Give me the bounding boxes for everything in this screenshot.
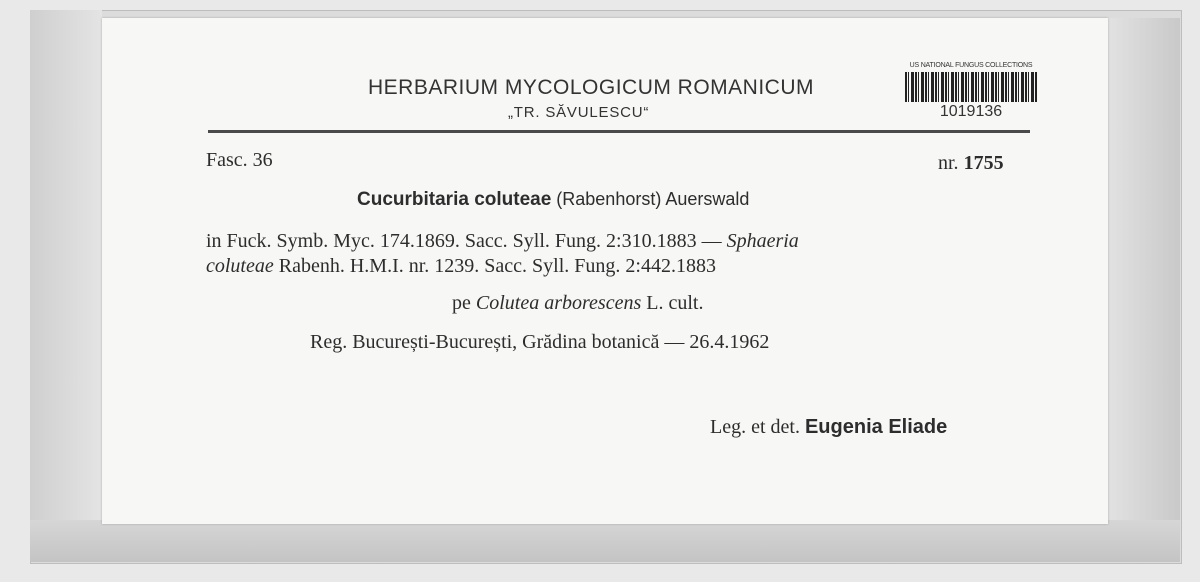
specimen-number-prefix: nr.: [938, 152, 959, 174]
specimen-number-value: 1755: [963, 152, 1004, 174]
envelope-bottom-flap: [30, 520, 1180, 562]
species-authority: (Rabenhorst) Auerswald: [556, 189, 750, 209]
citation-line-1: [206, 230, 799, 253]
species-name: Cucurbitaria coluteae: [357, 189, 552, 210]
collector-prefix: Leg. et det.: [710, 416, 805, 438]
herbarium-title: HERBARIUM MYCOLOGICUM ROMANICUM: [368, 76, 815, 99]
host-species: Colutea arborescens: [475, 292, 642, 314]
barcode-number: 1019136: [939, 103, 1003, 120]
host-prefix: pe: [452, 292, 476, 314]
citation-text-2: Rabenh. H.M.I. nr. 1239. Sacc. Syll. Fung. 2:442.1883: [273, 255, 716, 277]
collector-name: Eugenia Eliade: [804, 416, 948, 438]
collector-line: [710, 416, 947, 439]
specimen-number: [938, 152, 1004, 175]
citation-text-1: in Fuck. Symb. Myc. 174.1869. Sacc. Syll. Fung. 2:310.1883 —: [206, 230, 727, 252]
locality-line: Reg. București-București, Grădina botanică — 26.4.1962: [310, 331, 770, 353]
citation-line-2: [206, 255, 716, 278]
synonym-epithet: coluteae: [206, 255, 274, 277]
fascicle-number: Fasc. 36: [206, 149, 273, 171]
envelope-right-flap: [1108, 18, 1180, 562]
species-name-line: [357, 188, 749, 211]
herbarium-subtitle: „TR. SĂVULESCU“: [508, 104, 650, 121]
host-line: [452, 292, 703, 315]
host-suffix: L. cult.: [641, 292, 704, 314]
envelope-left-flap: [30, 10, 102, 562]
barcode-caption: US NATIONAL FUNGUS COLLECTIONS: [909, 62, 1033, 69]
header-divider: [208, 130, 1030, 133]
synonym-genus: Sphaeria: [726, 230, 799, 252]
barcode-icon: [905, 72, 1037, 102]
